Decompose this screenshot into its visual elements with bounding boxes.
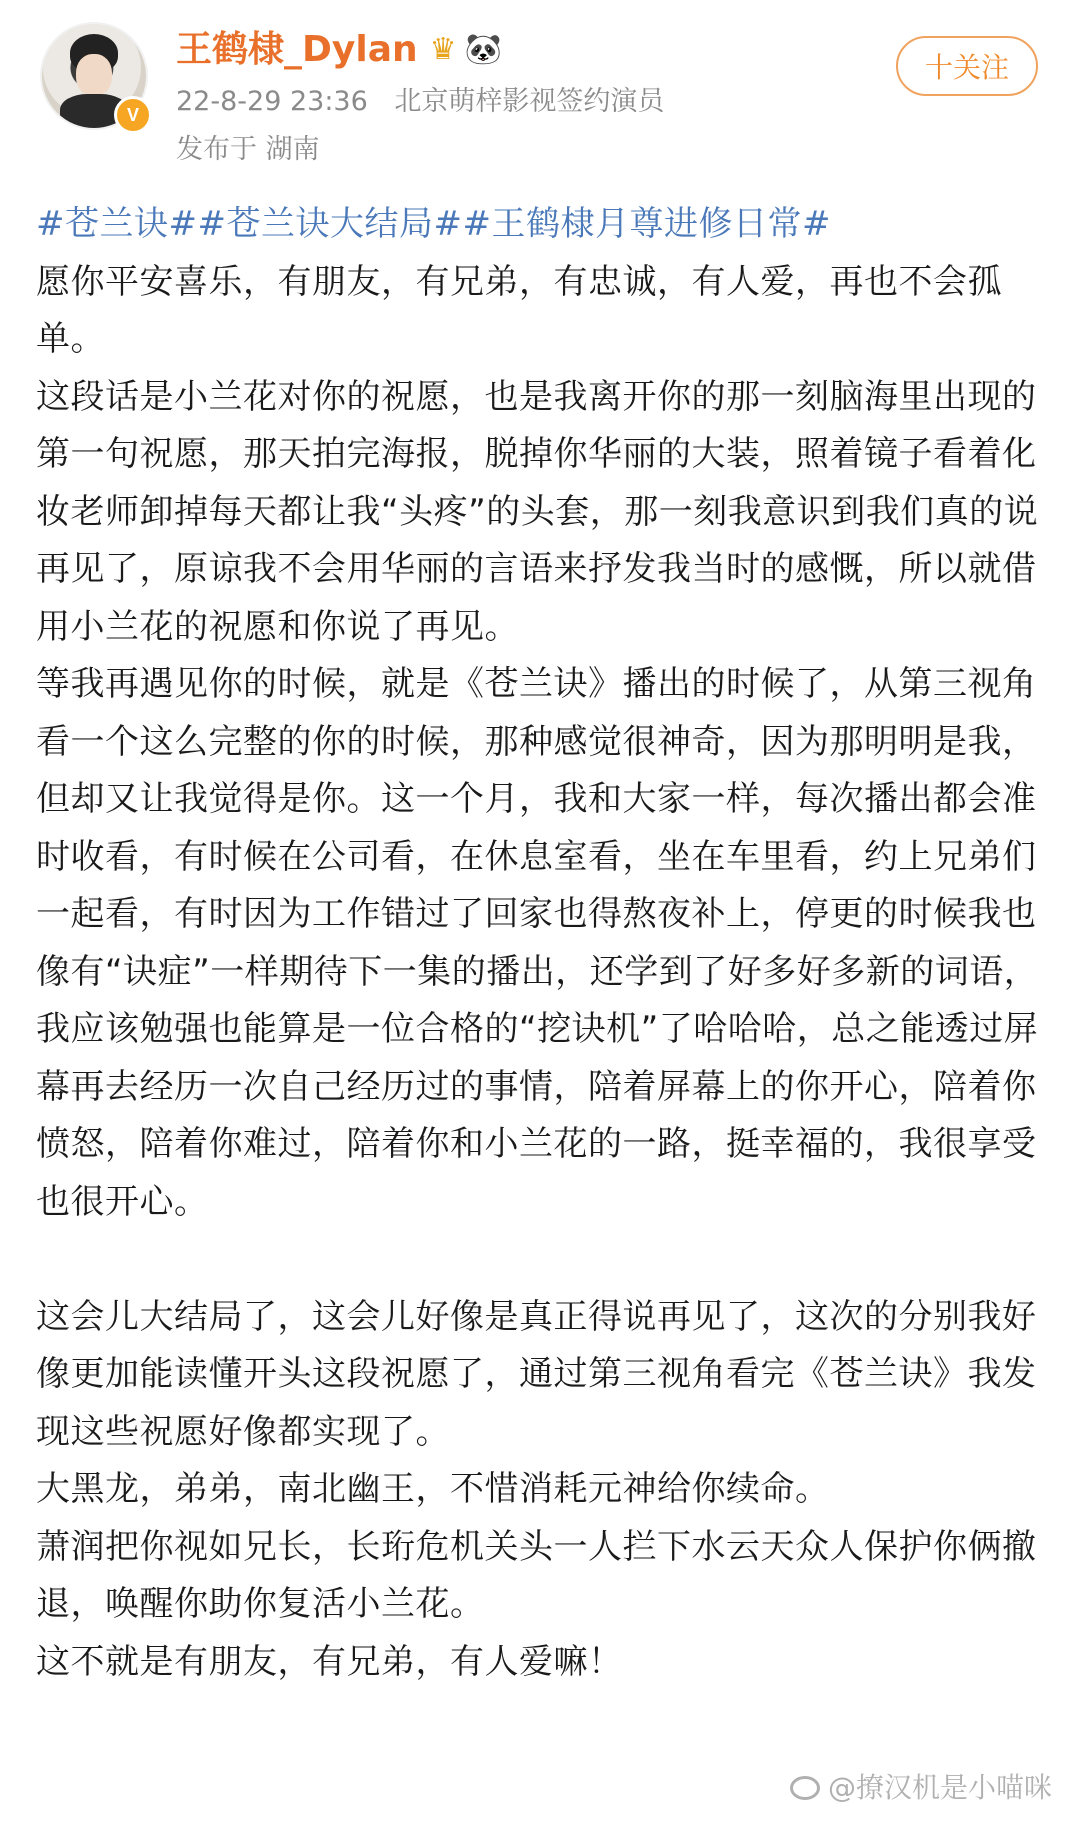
hashtag-links[interactable]: #苍兰诀##苍兰诀大结局##王鹤棣月尊进修日常#: [36, 204, 831, 244]
post-paragraph: 等我再遇见你的时候，就是《苍兰诀》播出的时候了，从第三视角看一个这么完整的你的时候，那种感觉很神奇，因为那明明是我，但却又让我觉得是你。这一个月，我和大家一样，每次播出都会准时收看，有时候在公司看，在休息室看，坐在车里看，约上兄弟们一起看，有时因为工作错过了回家也得熬夜补上，停更的时候我也像有“诀症”一样期待下一集的播出，还学到了好多好多新的词语，我应该勉强也能算是一位合格的“挖诀机”了哈哈哈，总之能透过屏幕再去经历一次自己经历过的事情，陪着屏幕上的你开心，陪着你愤怒，陪着你难过，陪着你和小兰花的一路，挺幸福的，我很享受也很开心。: [36, 664, 1039, 1222]
post-meta: [176, 84, 664, 120]
watermark-text: @撩汉机是小喵咪: [827, 1771, 1052, 1804]
post-paragraph: 大黑龙，弟弟，南北幽王，不惜消耗元神给你续命。: [36, 1469, 830, 1509]
post-paragraph: 愿你平安喜乐，有朋友，有兄弟，有忠诚，有人爱，再也不会孤单。: [36, 261, 1002, 359]
username-row: [176, 26, 502, 74]
post-time: 22-8-29 23:36: [176, 86, 368, 117]
follow-button[interactable]: 十关注: [896, 36, 1038, 96]
weibo-icon: [790, 1776, 820, 1800]
crown-badge-icon[interactable]: ♛: [429, 32, 457, 67]
verified-badge-icon: V: [114, 96, 152, 134]
paragraph-spacer: [36, 1231, 1046, 1289]
watermark: [790, 1768, 1052, 1808]
post-paragraph: 这会儿大结局了，这会儿好像是真正得说再见了，这次的分别我好像更加能读懂开头这段祝愿了，通过第三视角看完《苍兰诀》我发现这些祝愿好像都实现了。: [36, 1296, 1037, 1452]
post-body: [36, 196, 1046, 1691]
post-paragraph: 这段话是小兰花对你的祝愿，也是我离开你的那一刻脑海里出现的第一句祝愿，那天拍完海报，脱掉你华丽的大装，照着镜子看着化妆老师卸掉每天都让我“头疼”的头套，那一刻我意识到我们真的说再见了，原谅我不会用华丽的言语来抒发我当时的感慨，所以就借用小兰花的祝愿和你说了再见。: [36, 376, 1039, 647]
post-paragraph: 萧润把你视如兄长，长珩危机关头一人拦下水云天众人保护你俩撤退，唤醒你助你复活小兰花。: [36, 1526, 1037, 1624]
username[interactable]: 王鹤棣_Dylan: [176, 29, 418, 70]
post-header: [0, 0, 1080, 180]
post-location: 发布于 湖南: [176, 134, 320, 165]
post-source: 北京萌梓影视签约演员: [394, 86, 665, 117]
post-paragraph: 这不就是有朋友，有兄弟，有人爱嘛！: [36, 1641, 623, 1682]
panda-badge-icon[interactable]: 🐼: [464, 32, 502, 67]
avatar-face: [76, 54, 112, 96]
